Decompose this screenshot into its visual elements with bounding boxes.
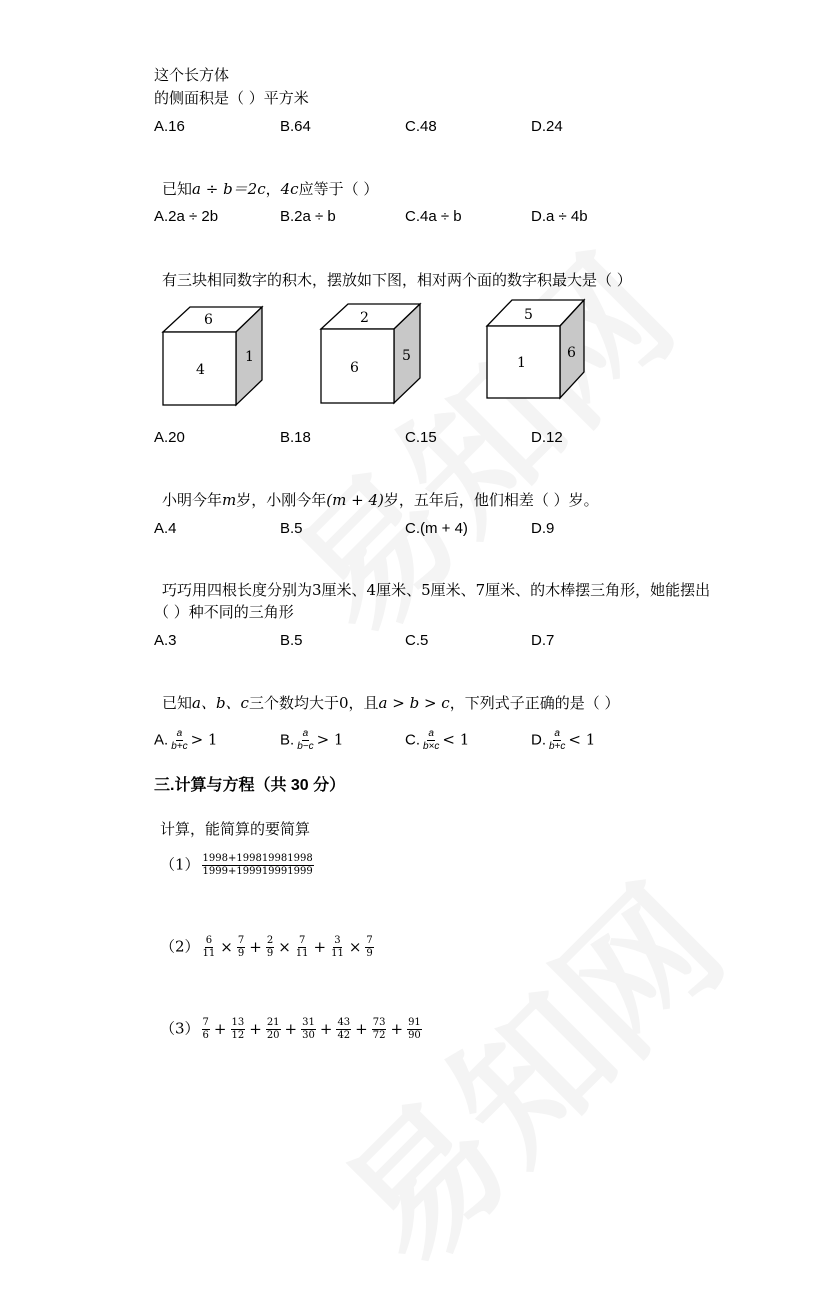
fraction-numerator: 3 (334, 935, 341, 946)
q5-line1: 巧巧用四根长度分别为3厘米、4厘米、5厘米、7厘米、的木棒摆三角形，她能摆出 (162, 581, 711, 599)
fraction-numerator: 13 (231, 1017, 245, 1028)
q6-option-a-fraction (170, 728, 188, 753)
calc-3-expression (200, 1017, 424, 1041)
fraction-numerator: 7 (298, 935, 306, 946)
cube-3 (487, 300, 584, 398)
q5-line2: （ ）种不同的三角形 (154, 603, 294, 621)
fraction (301, 1017, 316, 1042)
fraction-numerator: 6 (205, 935, 213, 946)
q6-option-a-rel: > 1 (190, 730, 218, 749)
q4-stem-b: 岁，小刚今年 (236, 491, 327, 509)
fraction-numerator: 21 (266, 1017, 280, 1028)
operator: × (278, 937, 291, 956)
q6-option-a-den: b+c (171, 741, 188, 752)
q6-option-c-fraction (422, 728, 440, 753)
fraction-denominator: 20 (266, 1030, 280, 1041)
q2-stem-post: 应等于（ ） (298, 180, 379, 198)
cube-1-side-number: 1 (245, 349, 254, 365)
q6-option-b-rel: > 1 (316, 730, 344, 749)
q2-stem-mid: ， (265, 180, 281, 198)
fraction (336, 1017, 351, 1042)
fraction-denominator: 11 (331, 948, 344, 959)
cube-1-top-number: 6 (204, 312, 213, 328)
fraction-numerator: 31 (302, 1017, 315, 1028)
fraction (266, 935, 274, 960)
fraction-denominator: 30 (302, 1030, 315, 1041)
q3-option-c: C.15 (405, 429, 437, 446)
q1-line2: 的侧面积是（ ）平方米 (154, 89, 309, 107)
calc-2-expression (200, 935, 376, 959)
fraction (237, 935, 245, 960)
operator: + (390, 1019, 404, 1038)
q6-option-c-den: b×c (423, 741, 440, 752)
q1-line1: 这个长方体 (154, 66, 230, 84)
fraction-denominator: 72 (372, 1030, 386, 1041)
q3-stem: 有三块相同数字的积木，摆放如下图，相对两个面的数字积最大是（ ） (162, 271, 632, 289)
q2-stem (162, 178, 378, 199)
cube-2 (321, 304, 420, 403)
q2-option-d: D.a ÷ 4b (531, 208, 588, 225)
fraction-denominator: 90 (408, 1030, 421, 1041)
calc-1-den: 1999+199919991999 (202, 866, 313, 877)
fraction-denominator: 9 (237, 948, 245, 959)
q6-option-d-den: b+c (549, 741, 566, 752)
q3-option-b: B.18 (280, 429, 311, 446)
q6-option-b-fraction (296, 728, 314, 753)
cube-1-front-number: 4 (196, 362, 205, 378)
fraction-numerator: 73 (372, 1017, 386, 1028)
cube-3-side-number: 6 (567, 345, 576, 361)
calc-3 (160, 1017, 424, 1042)
q3-option-d: D.12 (531, 429, 563, 446)
operator: + (319, 1019, 333, 1038)
q4-option-c: C.(m + 4) (405, 520, 468, 537)
fraction-numerator: 7 (366, 935, 373, 946)
fraction-numerator: 7 (237, 935, 245, 946)
q6-option-b-num: a (302, 728, 309, 739)
q4-stem (162, 489, 599, 510)
q6-stem-a: 已知 (162, 694, 193, 712)
q4-stem-c: 岁，五年后，他们相差（ ）岁。 (383, 491, 599, 509)
operator: + (313, 937, 327, 956)
q6-stem-c: ，且 (348, 694, 379, 712)
calc-1-label: （1） (160, 855, 200, 874)
fraction (266, 1017, 281, 1042)
cube-3-front-number: 1 (517, 355, 526, 371)
fraction-denominator: 11 (295, 948, 309, 959)
fraction (202, 935, 217, 960)
operator: × (220, 937, 233, 956)
q1-option-d: D.24 (531, 118, 563, 135)
fraction-numerator: 43 (337, 1017, 351, 1028)
fraction (231, 1017, 246, 1042)
cube-2-side-number: 5 (402, 348, 411, 364)
q5-option-a: A.3 (154, 632, 177, 649)
cube-2-top-number: 2 (360, 310, 369, 326)
q6-option-a-label: A. (154, 731, 169, 749)
section-instruction: 计算，能简算的要简算 (160, 820, 311, 838)
q6-option-b-label: B. (280, 731, 295, 749)
q3-option-a: A.20 (154, 429, 185, 446)
fraction-denominator: 12 (231, 1030, 245, 1041)
q6-stem-zero: 0 (338, 694, 349, 712)
calc-1-num: 1998+199819981998 (202, 853, 313, 864)
q6-stem-vars: a、b、c (192, 694, 249, 712)
operator: + (355, 1019, 368, 1038)
calc-1 (160, 853, 316, 878)
q2-option-b: B.2a ÷ b (280, 208, 336, 225)
fraction (202, 1017, 210, 1042)
fraction (372, 1017, 387, 1042)
q6-option-c-rel: < 1 (442, 730, 470, 749)
fraction-numerator: 2 (266, 935, 274, 946)
q1-option-c: C.48 (405, 118, 437, 135)
q2-option-a: A.2a ÷ 2b (154, 208, 219, 225)
fraction-numerator: 7 (202, 1017, 209, 1028)
q4-option-a: A.4 (154, 520, 177, 537)
q1-option-b: B.64 (280, 118, 311, 135)
q6-option-d-label: D. (531, 731, 546, 749)
operator: × (348, 937, 362, 956)
q6-option-c-label: C. (405, 731, 420, 749)
fraction-denominator: 6 (202, 1030, 209, 1041)
operator: + (284, 1019, 298, 1038)
q2-stem-math: a ÷ b＝2c (192, 180, 266, 198)
operator: + (249, 1019, 262, 1038)
operator: + (249, 937, 262, 956)
q2-stem-math2: 4c (280, 180, 299, 198)
q1-option-a: A.16 (154, 118, 185, 135)
q6-option-d-num: a (554, 728, 560, 739)
q6-option-d (531, 728, 595, 753)
q6-option-a-num: a (176, 728, 183, 739)
calc-2-label: （2） (160, 937, 200, 956)
q6-option-b (280, 728, 343, 753)
q2-stem-pre: 已知 (162, 180, 193, 198)
fraction-denominator: 9 (266, 948, 274, 959)
fraction-denominator: 11 (202, 948, 216, 959)
q5-option-c: C.5 (405, 632, 429, 649)
q4-stem-m: m (222, 491, 237, 509)
q4-stem-expr: (m + 4) (326, 491, 384, 509)
cube-2-front-number: 6 (350, 360, 359, 376)
q6-option-d-fraction (548, 728, 566, 753)
q6-stem-ineq: a > b > c (378, 694, 450, 712)
q5-option-d: D.7 (531, 632, 555, 649)
fraction (295, 935, 310, 960)
q6-option-b-den: b−c (297, 741, 314, 752)
q6-stem (162, 692, 619, 713)
fraction-denominator: 42 (337, 1030, 351, 1041)
calc-2 (160, 935, 376, 960)
cube-3-top-number: 5 (524, 307, 533, 323)
q6-stem-d: ，下列式子正确的是（ ） (449, 694, 620, 712)
cubes-figure (150, 292, 600, 410)
q4-option-d: D.9 (531, 520, 555, 537)
q6-option-a (154, 728, 217, 753)
q4-stem-a: 小明今年 (162, 491, 223, 509)
q5-option-b: B.5 (280, 632, 303, 649)
fraction (330, 935, 345, 960)
q6-option-c (405, 728, 469, 753)
q4-option-b: B.5 (280, 520, 303, 537)
watermark-lower (290, 833, 761, 1303)
cube-1 (163, 307, 262, 405)
fraction-denominator: 9 (366, 948, 373, 959)
fraction-numerator: 91 (408, 1017, 421, 1028)
fraction (365, 935, 373, 960)
calc-1-fraction (202, 853, 314, 878)
operator: + (213, 1019, 227, 1038)
section-heading: 三.计算与方程（共 30 分） (154, 777, 346, 794)
q6-option-d-rel: < 1 (568, 730, 596, 749)
q6-stem-b: 三个数均大于 (248, 694, 339, 712)
fraction (407, 1017, 422, 1042)
q2-option-c: C.4a ÷ b (405, 208, 462, 225)
q6-option-c-num: a (428, 728, 434, 739)
calc-3-label: （3） (160, 1019, 200, 1038)
